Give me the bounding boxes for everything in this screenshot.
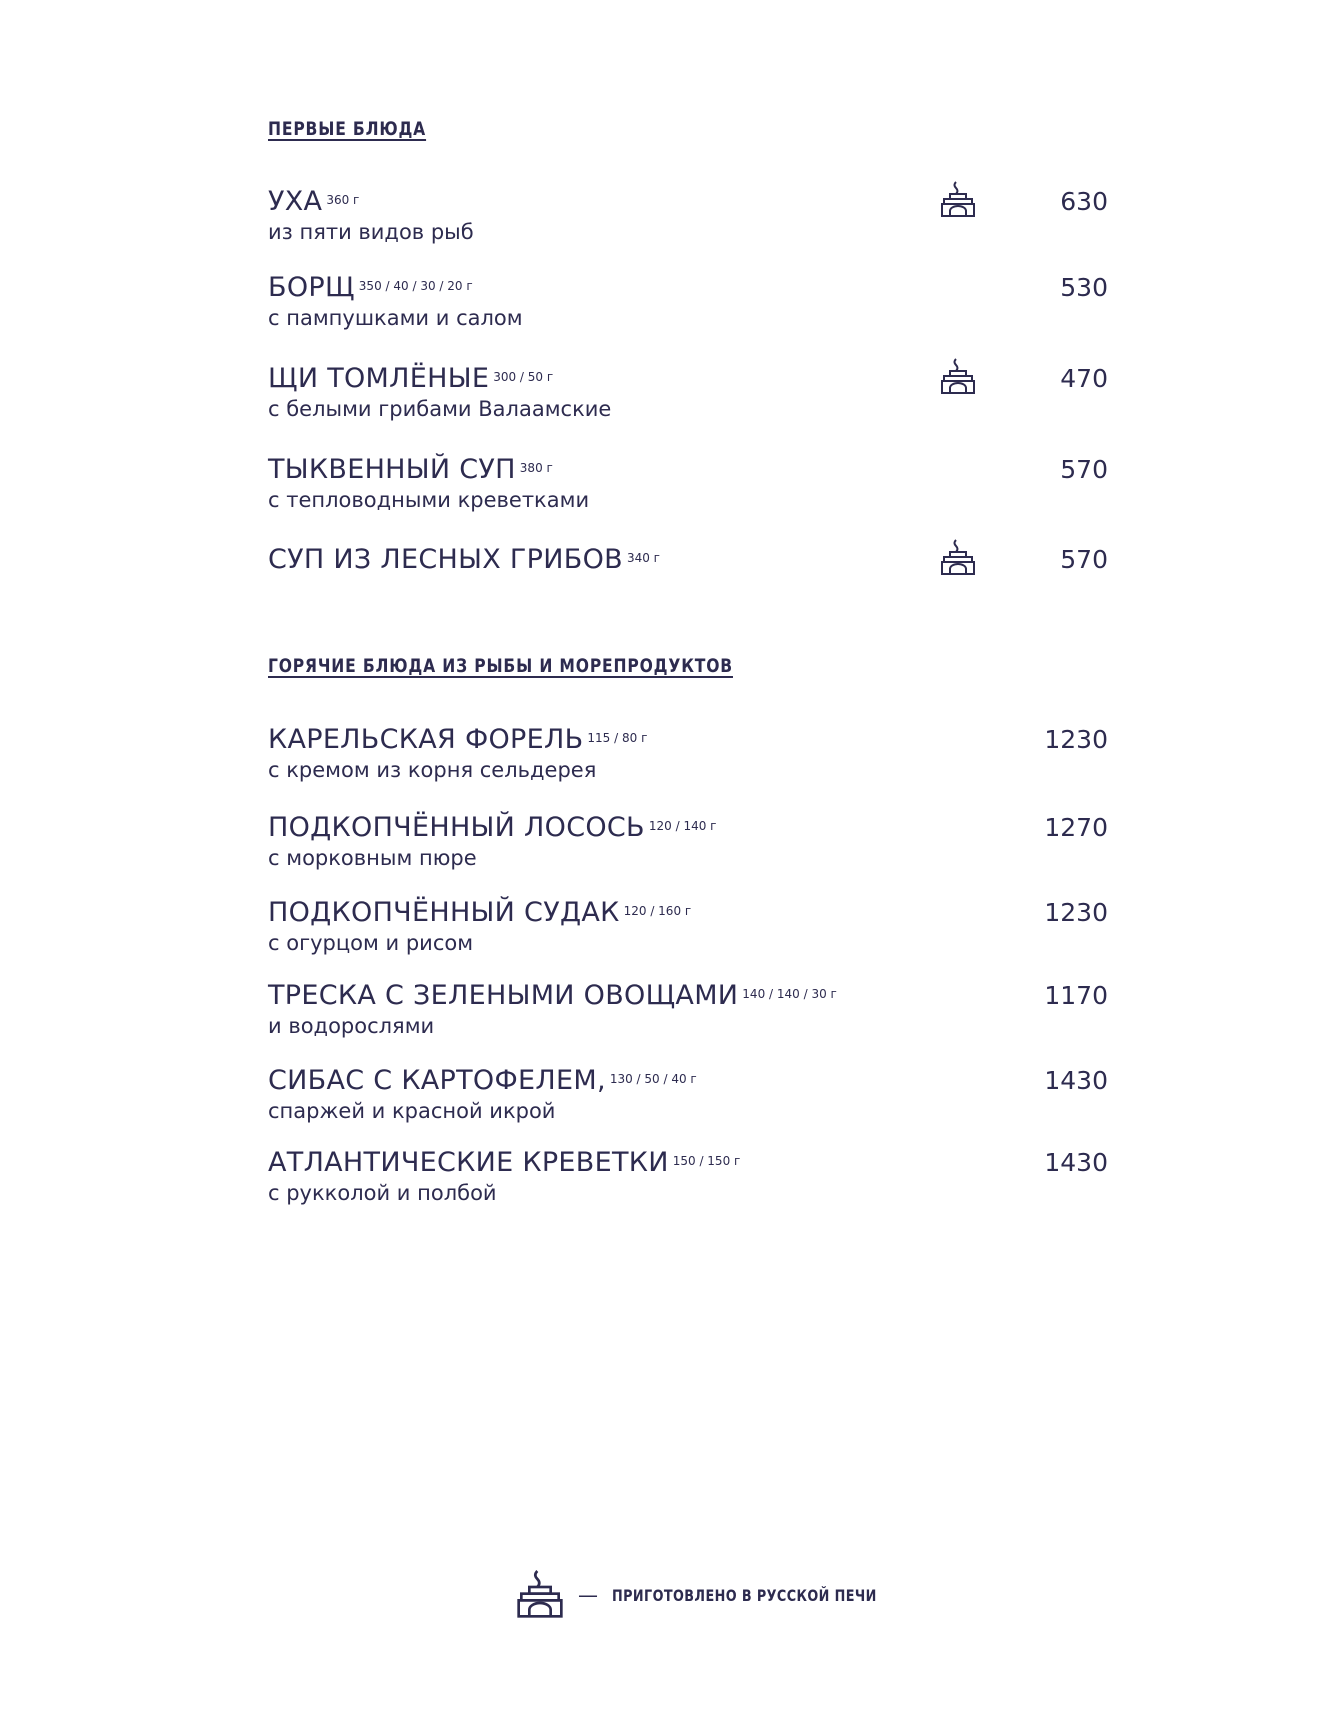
item-name: УХА	[268, 186, 323, 217]
item-name: СИБАС С КАРТОФЕЛЕМ,	[268, 1065, 606, 1096]
item-description: с пампушками и салом	[268, 306, 523, 330]
item-price: 1230	[1044, 725, 1108, 754]
item-description: с рукколой и полбой	[268, 1181, 497, 1205]
item-name: ТРЕСКА С ЗЕЛЕНЫМИ ОВОЩАМИ	[268, 980, 739, 1011]
section-title-first-courses: ПЕРВЫЕ БЛЮДА	[268, 118, 427, 140]
item-weight: 340 г	[626, 551, 660, 565]
item-price: 1230	[1044, 898, 1108, 927]
russian-oven-icon	[516, 1568, 564, 1622]
item-description: с морковным пюре	[268, 846, 477, 870]
menu-item-pumpkin-soup	[268, 454, 1108, 514]
russian-oven-icon	[940, 180, 976, 220]
item-price: 530	[1060, 273, 1108, 302]
item-name: БОРЩ	[268, 272, 355, 303]
item-weight: 120 / 140 г	[648, 819, 717, 833]
item-description: из пяти видов рыб	[268, 220, 474, 244]
russian-oven-icon	[940, 538, 976, 578]
item-weight: 350 / 40 / 30 / 20 г	[358, 279, 473, 293]
section-title-fish-seafood: ГОРЯЧИЕ БЛЮДА ИЗ РЫБЫ И МОРЕПРОДУКТОВ	[268, 655, 733, 677]
menu-item-cod	[268, 980, 1108, 1040]
item-weight: 130 / 50 / 40 г	[609, 1072, 697, 1086]
item-weight: 380 г	[519, 461, 553, 475]
item-price: 570	[1060, 545, 1108, 574]
item-name: ТЫКВЕННЫЙ СУП	[268, 454, 516, 485]
item-name: ЩИ ТОМЛЁНЫЕ	[268, 363, 490, 394]
item-description: спаржей и красной икрой	[268, 1099, 556, 1123]
menu-item-atlantic-shrimp	[268, 1147, 1108, 1207]
item-description: с тепловодными креветками	[268, 488, 590, 512]
russian-oven-icon	[940, 357, 976, 397]
footer-note: ПРИГОТОВЛЕНО В РУССКОЙ ПЕЧИ	[612, 1585, 877, 1605]
menu-item-smoked-salmon	[268, 812, 1108, 872]
item-name: КАРЕЛЬСКАЯ ФОРЕЛЬ	[268, 724, 584, 755]
item-description: с белыми грибами Валаамские	[268, 397, 612, 421]
menu-item-ukha	[268, 186, 1108, 246]
menu-item-karelian-trout	[268, 724, 1108, 784]
item-weight: 120 / 160 г	[623, 904, 692, 918]
item-price: 1270	[1044, 813, 1108, 842]
item-weight: 140 / 140 / 30 г	[742, 987, 837, 1001]
menu-item-borsch	[268, 272, 1108, 332]
menu-item-seabass	[268, 1065, 1108, 1125]
item-description: и водорослями	[268, 1014, 435, 1038]
menu-item-smoked-pikeperch	[268, 897, 1108, 957]
item-price: 630	[1060, 187, 1108, 216]
menu-item-shchi	[268, 363, 1108, 423]
item-name: АТЛАНТИЧЕСКИЕ КРЕВЕТКИ	[268, 1147, 669, 1178]
item-price: 1430	[1044, 1066, 1108, 1095]
item-name: ПОДКОПЧЁННЫЙ СУДАК	[268, 897, 620, 928]
menu-item-mushroom-soup	[268, 544, 1108, 576]
item-weight: 360 г	[326, 193, 360, 207]
item-price: 1170	[1044, 981, 1108, 1010]
item-description: с огурцом и рисом	[268, 931, 474, 955]
item-weight: 150 / 150 г	[672, 1154, 741, 1168]
item-price: 570	[1060, 455, 1108, 484]
item-price: 470	[1060, 364, 1108, 393]
item-name: СУП ИЗ ЛЕСНЫХ ГРИБОВ	[268, 544, 623, 575]
item-price: 1430	[1044, 1148, 1108, 1177]
item-name: ПОДКОПЧЁННЫЙ ЛОСОСЬ	[268, 812, 645, 843]
item-description: с кремом из корня сельдерея	[268, 758, 597, 782]
item-weight: 115 / 80 г	[587, 731, 648, 745]
footer-dash: —	[578, 1583, 598, 1607]
item-weight: 300 / 50 г	[493, 370, 554, 384]
footer-legend	[516, 1568, 943, 1622]
